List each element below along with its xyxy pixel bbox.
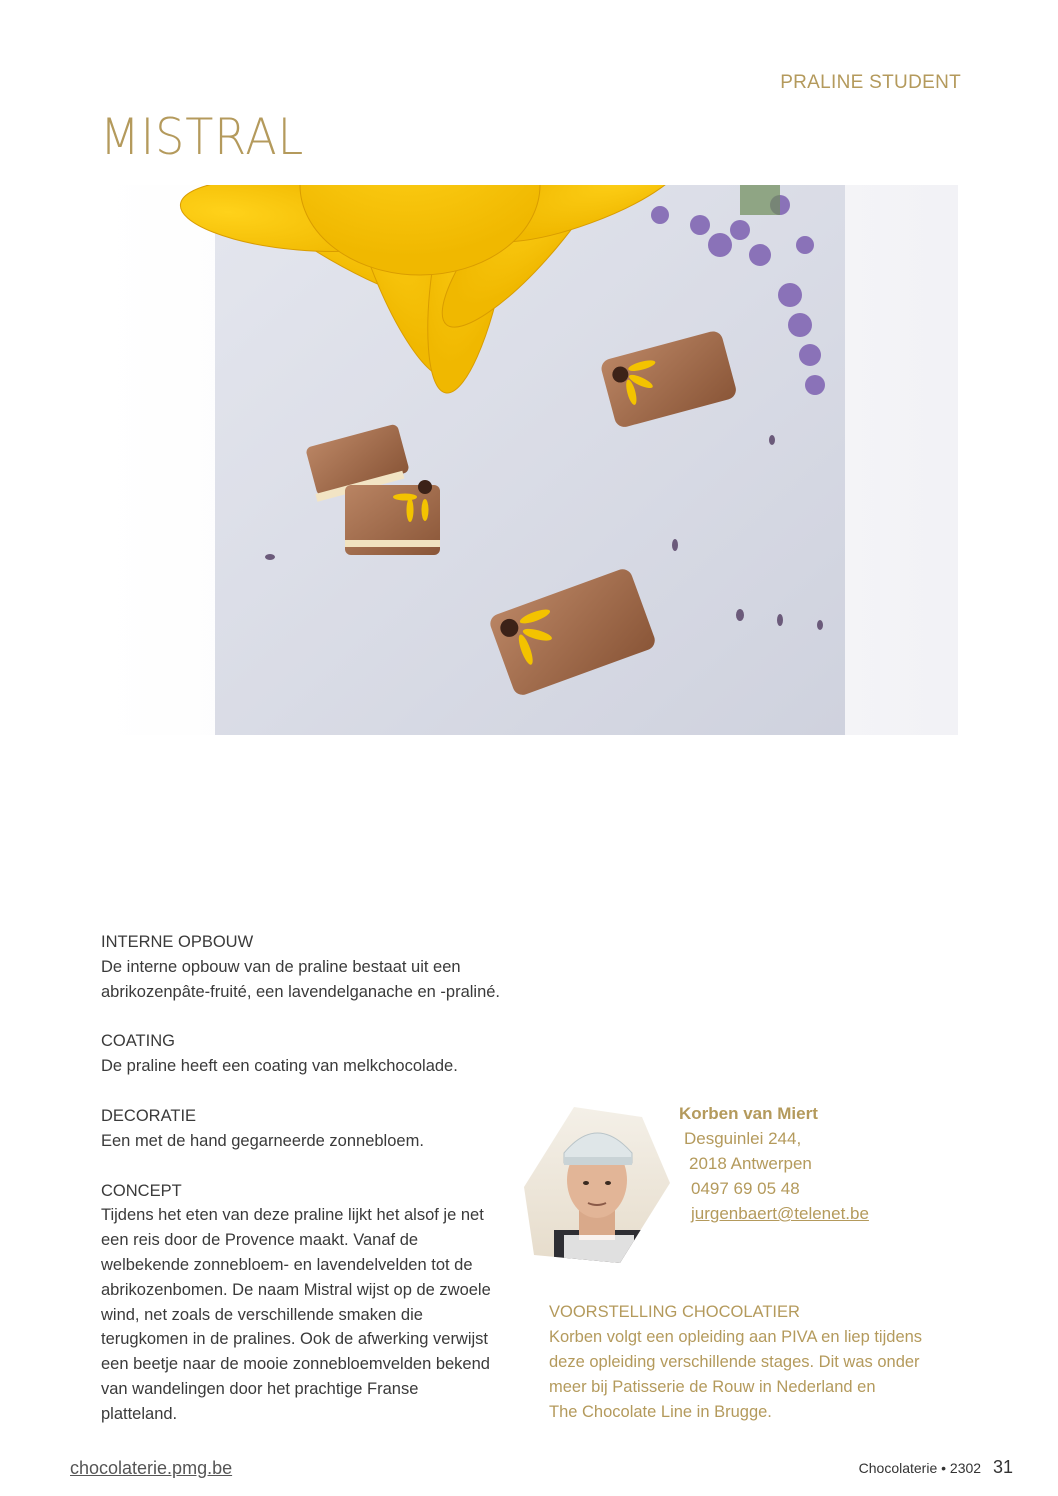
bio-line: The Chocolate Line in Brugge.: [549, 1403, 772, 1421]
publication-label: Chocolaterie • 2302: [858, 1460, 982, 1476]
section-line: van wandelingen door het prachtige Franse: [101, 1379, 419, 1398]
section-line: een beetje naar de mooie zonnebloemvelden bekend: [101, 1355, 490, 1374]
page-number: 31: [992, 1457, 1013, 1477]
praline-photo-illustration: [100, 185, 958, 735]
section-line: wind, net zoals de verschillende smaken die: [101, 1305, 423, 1324]
contact-city: 2018 Antwerpen: [689, 1154, 812, 1173]
contact-address: Desguinlei 244,: [684, 1129, 802, 1148]
page-title: MISTRAL: [100, 108, 305, 166]
bio-line: meer bij Patisserie de Rouw in Nederland en: [549, 1378, 876, 1396]
section-heading: COATING: [101, 1032, 175, 1051]
contact-email-link[interactable]: jurgenbaert@telenet.be: [691, 1204, 869, 1223]
section-coating: [101, 1029, 521, 1079]
section-line: De interne opbouw van de praline bestaat uit een: [101, 957, 461, 976]
section-line: Een met de hand gegarneerde zonnebloem.: [101, 1131, 424, 1150]
contact-card: [679, 1101, 869, 1226]
section-line: abrikozenpâte-fruité, een lavendelganache en -praliné.: [101, 982, 501, 1001]
section-concept: [101, 1179, 521, 1427]
chocolatier-name: Korben van Miert: [679, 1104, 818, 1123]
section-decoratie: [101, 1104, 521, 1154]
bio-line: deze opleiding verschillende stages. Dit was onder: [549, 1353, 920, 1371]
section-line: platteland.: [101, 1404, 178, 1423]
section-interne-opbouw: [101, 930, 521, 1004]
section-line: een reis door de Provence maakt. Vanaf de: [101, 1231, 419, 1250]
article-body: [101, 930, 521, 1452]
section-line: abrikozenbomen. De naam Mistral wijst op de zwoele: [101, 1280, 491, 1299]
section-line: welbekende zonnebloem- en lavendelvelden tot de: [101, 1255, 473, 1274]
page-footer: [859, 1457, 1013, 1478]
contact-phone: 0497 69 05 48: [691, 1179, 800, 1198]
section-heading: DECORATIE: [101, 1106, 197, 1125]
website-link[interactable]: chocolaterie.pmg.be: [70, 1458, 233, 1478]
chocolatier-bio: [549, 1300, 969, 1425]
section-heading: CONCEPT: [101, 1181, 182, 1200]
section-heading: INTERNE OPBOUW: [101, 933, 254, 951]
section-line: De praline heeft een coating van melkchocolade.: [101, 1057, 458, 1076]
bio-heading: VOORSTELLING CHOCOLATIER: [549, 1303, 800, 1321]
section-label: PRALINE STUDENT: [780, 72, 961, 93]
section-line: Tijdens het eten van deze praline lijkt het alsof je net: [101, 1206, 484, 1225]
bio-line: Korben volgt een opleiding aan PIVA en liep tijdens: [549, 1328, 923, 1346]
section-line: terugkomen in de pralines. Ook de afwerking verwijst: [101, 1330, 489, 1349]
hero-photo: [100, 185, 958, 735]
chocolatier-portrait: [524, 1105, 670, 1265]
